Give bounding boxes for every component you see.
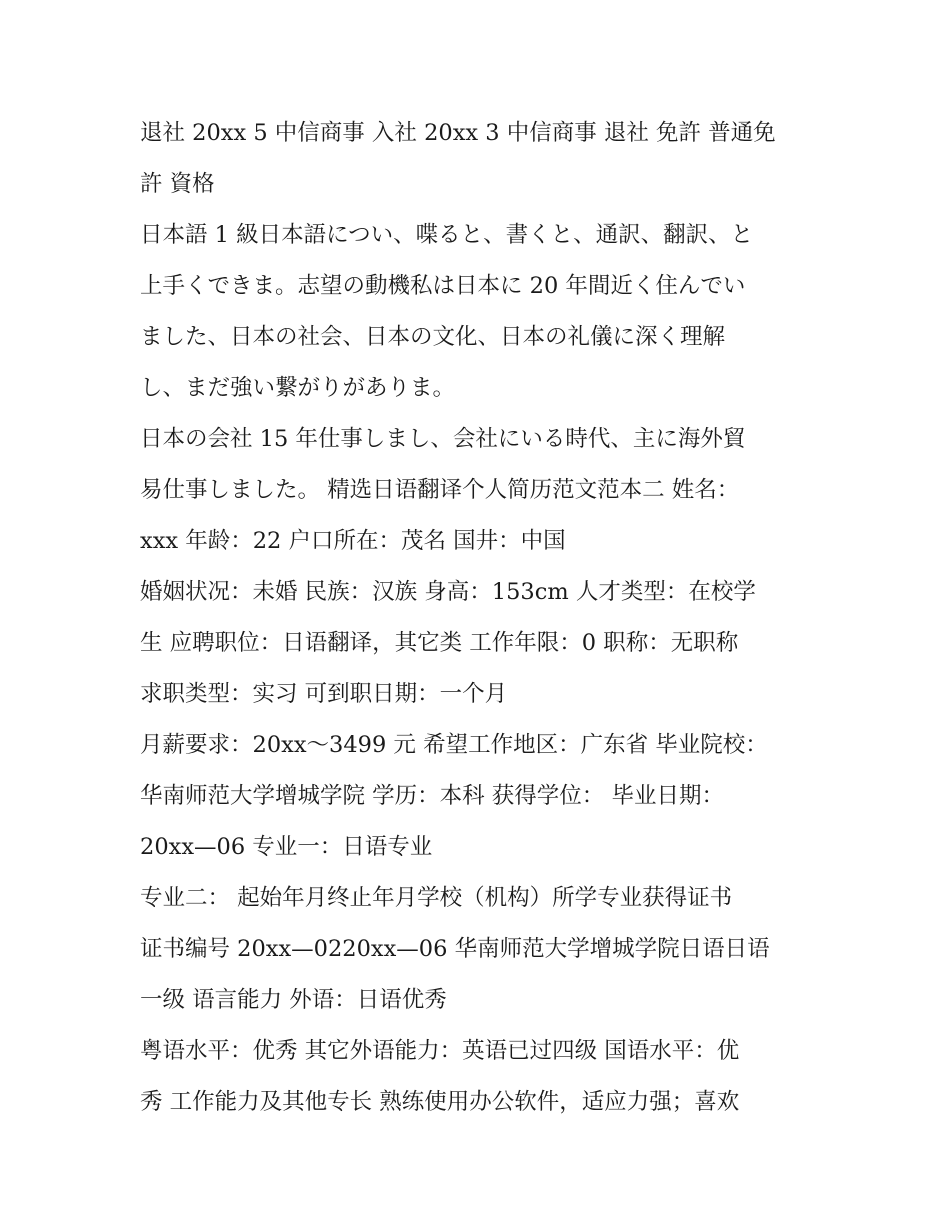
- text-line: 秀 工作能力及其他专长 熟练使用办公软件，适应力强；喜欢: [140, 1089, 740, 1115]
- text-line: 一级 语言能力 外语：日语优秀: [140, 987, 447, 1013]
- text-line: 日本語 1 級日本語につい、喋ると、書くと、通訳、翻訳、と: [140, 222, 754, 248]
- text-line: xxx 年龄：22 户口所在：茂名 国井：中国: [140, 528, 566, 554]
- text-line: 日本の会社 15 年仕事しまし、会社にいる時代、主に海外貿: [140, 426, 746, 452]
- text-line: 退社 20xx 5 中信商事 入社 20xx 3 中信商事 退社 免許 普通免: [140, 120, 776, 146]
- text-line: 证书编号 20xx—0220xx—06 华南师范大学增城学院日语日语: [140, 936, 770, 962]
- text-line: 生 应聘职位：日语翻译，其它类 工作年限：0 职称：无职称: [140, 630, 739, 656]
- text-line: 20xx—06 专业一：日语专业: [140, 834, 433, 860]
- text-line: 月薪要求：20xx～3499 元 希望工作地区：广东省 毕业院校：: [140, 732, 768, 758]
- document-body: [140, 108, 805, 1128]
- text-line: 专业二： 起始年月终止年月学校（机构）所学专业获得证书: [140, 885, 733, 911]
- text-line: 粤语水平：优秀 其它外语能力：英语已过四级 国语水平：优: [140, 1038, 740, 1064]
- text-line: 上手くできま。志望の動機私は日本に 20 年間近く住んでい: [140, 273, 746, 299]
- text-line: ました、日本の社会、日本の文化、日本の礼儀に深く理解: [140, 324, 726, 350]
- text-line: 許 資格: [140, 171, 215, 197]
- text-line: 婚姻状况：未婚 民族：汉族 身高：153cm 人才类型：在校学: [140, 579, 756, 605]
- text-line: 求职类型：实习 可到职日期：一个月: [140, 681, 508, 707]
- text-line: 华南师范大学增城学院 学历：本科 获得学位： 毕业日期：: [140, 783, 724, 809]
- text-line: 易仕事しました。 精选日语翻译个人简历范文范本二 姓名：: [140, 477, 740, 503]
- text-line: し、まだ強い繋がりがありま。: [140, 375, 456, 401]
